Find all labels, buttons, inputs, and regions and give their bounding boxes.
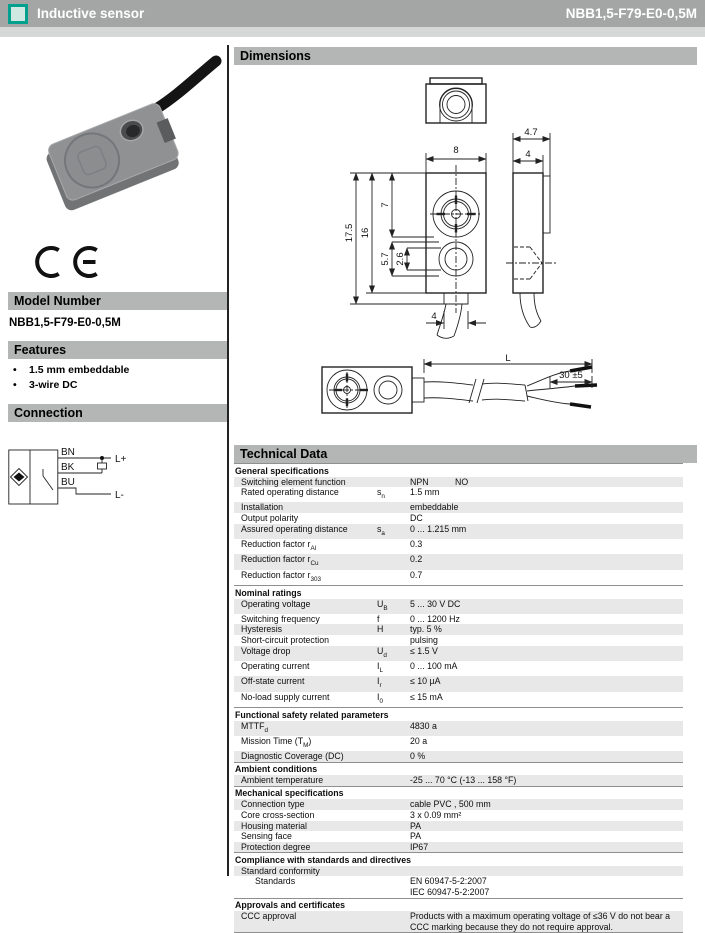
spec-row xyxy=(234,635,683,646)
section-dimensions: Dimensions xyxy=(234,47,697,65)
technical-data-table xyxy=(234,463,683,933)
spec-row xyxy=(234,799,683,810)
header-substrip xyxy=(0,27,705,37)
spec-label: Operating current xyxy=(241,660,310,671)
spec-value: embeddable xyxy=(410,502,459,513)
spec-label: Reduction factor $r_{303}$ xyxy=(241,569,321,583)
spec-value: 4830 a xyxy=(410,720,437,731)
spec-value: -25 ... 70 °C (-13 ... 158 °F) xyxy=(410,775,517,786)
spec-value: ≤ 10 µA xyxy=(410,676,441,687)
spec-row xyxy=(234,570,683,585)
spec-symbol xyxy=(377,842,410,853)
spec-label: Assured operating distance xyxy=(241,523,348,534)
spec-label: Installation xyxy=(241,502,284,513)
model-number-value: NBB1,5-F79-E0-0,5M xyxy=(9,317,121,329)
spec-section-title: Ambient conditions xyxy=(234,762,683,776)
spec-label: Standard conformity xyxy=(241,865,320,876)
spec-value: 0.7 xyxy=(410,569,423,580)
spec-row xyxy=(234,599,683,614)
spec-label: Sensing face xyxy=(241,831,292,842)
dim-label-hole-zone: 5.7 xyxy=(380,252,391,266)
spec-label: Operating voltage xyxy=(241,598,311,609)
spec-label: Reduction factor $r_{Al}$ xyxy=(241,538,317,552)
spec-label: Housing material xyxy=(241,820,308,831)
spec-symbol: $s_n$ xyxy=(377,487,385,500)
spec-value: pulsing xyxy=(410,635,438,646)
spec-row xyxy=(234,487,683,502)
feature-item xyxy=(10,378,227,393)
spec-row xyxy=(234,842,683,853)
spec-symbol: $U_d$ xyxy=(377,645,387,659)
spec-symbol xyxy=(377,831,410,842)
spec-row xyxy=(234,554,683,569)
spec-value: EN 60947-5-2:2007 IEC 60947-5-2:2007 xyxy=(410,876,490,898)
bullet-icon: • xyxy=(13,379,17,391)
spec-value: DC xyxy=(410,513,423,524)
sensor-symbol-icon xyxy=(14,473,20,482)
terminal-label-lminus: L- xyxy=(115,490,124,501)
spec-section-title: Nominal ratings xyxy=(234,585,683,599)
feature-text: 3-wire DC xyxy=(29,379,78,391)
spec-label: Hysteresis xyxy=(241,624,283,635)
spec-symbol: f xyxy=(377,613,380,624)
spec-row xyxy=(234,502,683,513)
spec-row xyxy=(234,477,683,488)
product-photo xyxy=(18,55,218,230)
spec-section-title: Compliance with standards and directives xyxy=(234,852,683,866)
spec-row xyxy=(234,661,683,676)
spec-label: Connection type xyxy=(241,799,305,810)
spec-symbol: $s_a$ xyxy=(377,523,385,537)
spec-value: ≤ 15 mA xyxy=(410,691,443,702)
spec-label: Ambient temperature xyxy=(241,775,324,786)
spec-value: typ. 5 % xyxy=(410,624,442,635)
spec-value: Products with a maximum operating voltage of ≤36 V do not bear a CCC marking because they do not require approval. xyxy=(410,911,671,932)
spec-value: 0 ... 1200 Hz xyxy=(410,613,460,624)
dim-label-side-body: 4 xyxy=(525,149,531,160)
section-features: Features xyxy=(8,341,227,359)
spec-row xyxy=(234,831,683,842)
spec-label: Output polarity xyxy=(241,513,299,524)
bullet-icon: • xyxy=(13,364,17,376)
spec-label: Core cross-section xyxy=(241,809,315,820)
dim-label-top-width: 8 xyxy=(453,145,459,156)
page-header xyxy=(0,0,705,27)
section-connection: Connection xyxy=(8,404,227,422)
spec-label: Diagnostic Coverage (DC) xyxy=(241,751,344,762)
spec-symbol xyxy=(377,477,410,488)
spec-section-title: Functional safety related parameters xyxy=(234,707,683,721)
spec-symbol xyxy=(377,736,410,751)
spec-symbol xyxy=(377,570,410,585)
spec-row xyxy=(234,692,683,707)
dim-label-cable-length: L xyxy=(505,353,511,364)
spec-row xyxy=(234,721,683,736)
spec-row xyxy=(234,524,683,539)
spec-symbol: $I_0$ xyxy=(377,691,383,705)
spec-value: 1.5 mm xyxy=(410,487,440,498)
spec-row xyxy=(234,624,683,635)
header-model-number: NBB1,5-F79-E0-0,5M xyxy=(565,6,697,21)
feature-item xyxy=(10,363,227,378)
spec-value: PA xyxy=(410,820,422,831)
spec-symbol xyxy=(377,502,410,513)
ce-mark-icon xyxy=(30,244,112,280)
left-column xyxy=(8,47,227,539)
spec-value: PA xyxy=(410,831,422,842)
spec-symbol xyxy=(377,876,410,897)
dim-label-total-height: 17.5 xyxy=(344,223,355,243)
spec-symbol xyxy=(377,810,410,821)
wire-label-bu: BU xyxy=(61,477,75,488)
wire-label-bn: BN xyxy=(61,447,75,458)
spec-value: 0 ... 1.215 mm xyxy=(410,523,467,534)
dim-label-hole-width: 2.6 xyxy=(395,252,406,266)
spec-value: ≤ 1.5 V xyxy=(410,645,438,656)
spec-row xyxy=(234,676,683,691)
spec-row xyxy=(234,810,683,821)
dimension-drawing xyxy=(240,73,696,445)
spec-label: CCC approval xyxy=(241,911,297,922)
spec-symbol xyxy=(377,635,410,646)
spec-value: 20 a xyxy=(410,735,428,746)
spec-label: Switching element function xyxy=(241,476,346,487)
spec-label: $MTTF_d$ xyxy=(241,720,268,734)
spec-symbol xyxy=(377,539,410,554)
spec-row xyxy=(234,751,683,762)
spec-section-title: Mechanical specifications xyxy=(234,786,683,800)
spec-label: Standards xyxy=(255,876,296,887)
right-column xyxy=(234,47,697,933)
spec-row xyxy=(234,539,683,554)
spec-value: 5 ... 30 V DC xyxy=(410,598,461,609)
spec-row xyxy=(234,911,683,932)
spec-value xyxy=(410,866,683,877)
spec-symbol xyxy=(377,554,410,569)
features-list xyxy=(8,359,227,393)
spec-value: 0.3 xyxy=(410,538,423,549)
spec-symbol xyxy=(377,775,410,786)
spec-value: 3 x 0.09 mm² xyxy=(410,809,462,820)
spec-symbol xyxy=(377,911,410,932)
spec-label: Mission Time $(T_M)$ xyxy=(241,735,312,749)
section-technical-data: Technical Data xyxy=(234,445,697,463)
wire-label-bk: BK xyxy=(61,462,75,473)
terminal-label-lplus: L+ xyxy=(115,454,127,465)
spec-label: Voltage drop xyxy=(241,645,291,656)
spec-label: Reduction factor $r_{Cu}$ xyxy=(241,554,319,568)
spec-row xyxy=(234,736,683,751)
dim-label-body-height: 16 xyxy=(360,227,371,239)
dim-label-side-total: 4.7 xyxy=(524,127,538,138)
dim-label-cable-width: 4 xyxy=(431,311,437,322)
cable xyxy=(156,61,216,109)
feature-text: 1.5 mm embeddable xyxy=(29,364,130,376)
spec-section-title: General specifications xyxy=(234,463,683,477)
spec-symbol: H xyxy=(377,624,384,635)
spec-value: 0.2 xyxy=(410,554,423,565)
page-title: Inductive sensor xyxy=(37,6,145,21)
spec-row xyxy=(234,646,683,661)
spec-label: Off-state current xyxy=(241,676,305,687)
spec-label: Short-circuit protection xyxy=(241,635,330,646)
spec-symbol: $I_L$ xyxy=(377,660,383,674)
spec-symbol xyxy=(377,721,410,736)
dim-label-strip-length: 30 ±5 xyxy=(559,370,583,381)
spec-row xyxy=(234,821,683,832)
spec-label: Switching frequency xyxy=(241,613,320,624)
spec-value: 0 % xyxy=(410,751,426,762)
spec-symbol xyxy=(377,799,410,810)
junction-dot xyxy=(100,456,104,460)
spec-symbol xyxy=(377,513,410,524)
spec-symbol xyxy=(377,821,410,832)
spec-label: Protection degree xyxy=(241,841,311,852)
spec-symbol xyxy=(377,866,410,877)
spec-row xyxy=(234,513,683,524)
spec-value: IP67 xyxy=(410,841,429,852)
spec-symbol xyxy=(377,751,410,762)
spec-row xyxy=(234,866,683,877)
section-model-number: Model Number xyxy=(8,292,227,310)
spec-label: Rated operating distance xyxy=(241,487,339,498)
spec-symbol: $U_B$ xyxy=(377,598,388,612)
dim-label-face-height: 7 xyxy=(380,202,391,208)
column-divider xyxy=(227,45,229,876)
spec-row xyxy=(234,614,683,625)
spec-section-title: Approvals and certificates xyxy=(234,898,683,912)
connection-diagram xyxy=(8,444,225,539)
spec-value: cable PVC , 500 mm xyxy=(410,799,491,810)
spec-label: No-load supply current xyxy=(241,691,330,702)
spec-symbol: $I_r$ xyxy=(377,676,382,690)
spec-row xyxy=(234,876,683,897)
spec-value: 0 ... 100 mA xyxy=(410,660,458,671)
spec-row xyxy=(234,775,683,786)
spec-value: NPN NO xyxy=(410,476,469,487)
brand-square-icon xyxy=(8,4,28,24)
